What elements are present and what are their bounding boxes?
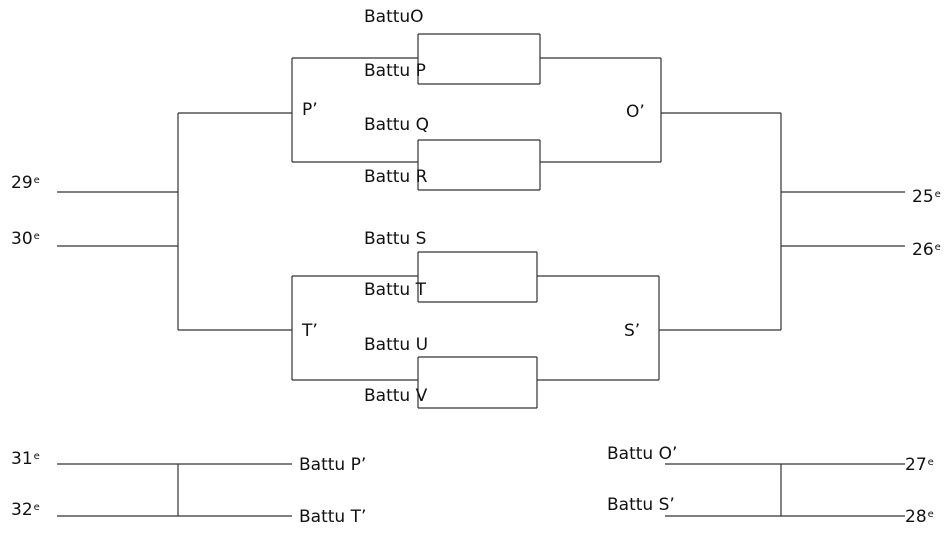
bracket-o-p <box>418 34 540 84</box>
place-27: 27e <box>905 455 934 475</box>
place-28: 28e <box>905 507 934 527</box>
label-battu-u: Battu U <box>364 335 429 355</box>
place-32: 32e <box>11 500 40 520</box>
place-31: 31e <box>11 449 40 469</box>
label-battu-v: Battu V <box>364 386 428 406</box>
bracket-p-t-link <box>178 113 292 330</box>
label-battu-q: Battu Q <box>364 115 429 135</box>
label-battu-s: Battu S <box>364 229 427 249</box>
label-battu-p-prime: Battu P’ <box>299 455 367 475</box>
place-25: 25e <box>912 187 941 207</box>
bracket-u-v <box>418 357 537 408</box>
bracket-31-32 <box>57 464 292 516</box>
bracket-27-28 <box>665 464 905 516</box>
label-battu-t-prime: Battu T’ <box>299 507 367 527</box>
place-29: 29e <box>11 173 40 193</box>
label-battu-p: Battu P <box>364 61 426 81</box>
label-battu-r: Battu R <box>364 167 428 187</box>
label-t-prime: T’ <box>302 321 318 341</box>
label-battu-s-prime: Battu S’ <box>607 495 675 515</box>
place-30: 30e <box>11 229 40 249</box>
bracket-q-r <box>418 140 540 190</box>
label-battu-o-prime: Battu O’ <box>607 444 678 464</box>
bracket-o-s-link <box>659 113 781 330</box>
bracket-s-prime <box>537 276 659 380</box>
label-s-prime: S’ <box>624 321 641 341</box>
label-o-prime: O’ <box>626 102 645 122</box>
label-battu-o: BattuO <box>364 7 424 27</box>
place-26: 26e <box>912 240 941 260</box>
label-battu-t: Battu T <box>364 280 426 300</box>
label-p-prime: P’ <box>302 100 318 120</box>
bracket-s-t <box>418 252 537 302</box>
